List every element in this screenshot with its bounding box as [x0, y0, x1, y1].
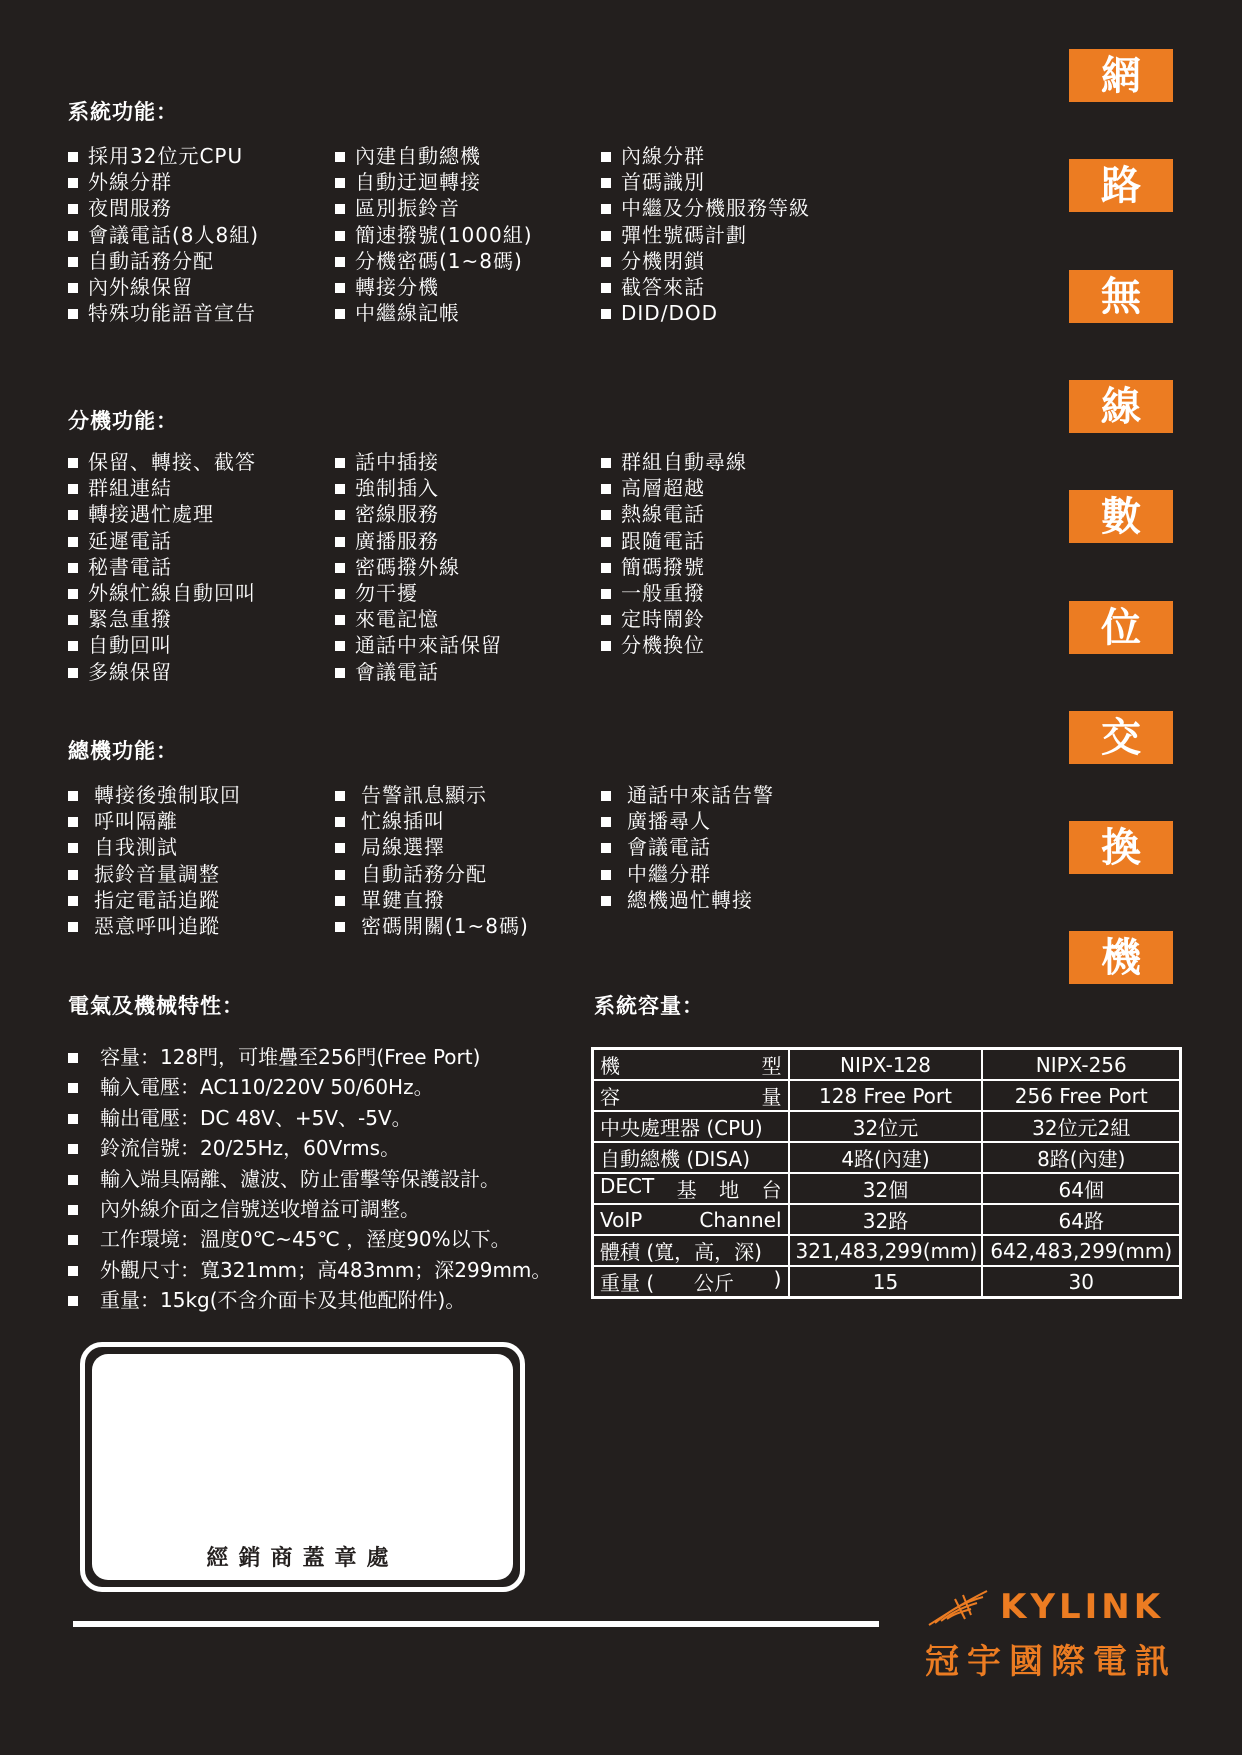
- row-label: [593, 1266, 789, 1298]
- list-item: 自動話務分配: [68, 248, 259, 274]
- side-title-char: 位: [1069, 601, 1173, 654]
- list-item: 內線分群: [601, 143, 810, 169]
- list-item: 廣播尋人: [601, 808, 774, 834]
- list-item: 延遲電話: [68, 528, 256, 554]
- list-item: 轉接分機: [335, 274, 533, 300]
- side-title-char: 路: [1069, 159, 1173, 212]
- row-label-part: ): [773, 1267, 782, 1291]
- dealer-stamp-label: 經銷商蓋章處: [206, 1545, 399, 1571]
- list-item: 彈性號碼計劃: [601, 222, 810, 248]
- list-item: 跟隨電話: [601, 528, 747, 554]
- row-label-part: 量: [761, 1085, 782, 1109]
- list-item: 採用32位元CPU: [68, 143, 259, 169]
- side-title-char: 交: [1069, 711, 1173, 764]
- row-label-part: 型: [761, 1054, 782, 1078]
- list-item: 群組連結: [68, 475, 256, 501]
- row-label: [593, 1173, 789, 1204]
- cell-nipx-256: 32位元2組: [982, 1111, 1180, 1142]
- list-item: 總機過忙轉接: [601, 887, 774, 913]
- list-item: 外線分群: [68, 169, 259, 195]
- list-item: 中繼線記帳: [335, 300, 533, 326]
- cell-nipx-256: 64個: [982, 1173, 1180, 1204]
- list-item: 振鈴音量調整: [68, 861, 241, 887]
- row-label: [593, 1142, 789, 1173]
- table-row: [593, 1235, 1181, 1266]
- electrical-heading: 電氣及機械特性：: [68, 993, 244, 1018]
- list-item: 告警訊息顯示: [335, 782, 529, 808]
- side-title-char: 線: [1069, 380, 1173, 433]
- list-item: 強制插入: [335, 475, 502, 501]
- list-item: 會議電話: [335, 659, 502, 685]
- extension-features-col1: [68, 449, 256, 685]
- row-label: [593, 1111, 789, 1142]
- list-item: 輸入端具隔離、濾波、防止雷擊等保護設計。: [68, 1164, 551, 1194]
- list-item: 保留、轉接、截答: [68, 449, 256, 475]
- row-label-part: 重量 (: [600, 1271, 655, 1295]
- extension-features-col2: [335, 449, 502, 685]
- list-item: 轉接遇忙處理: [68, 501, 256, 527]
- cell-nipx-128: 32路: [789, 1204, 983, 1235]
- system-features-col1: [68, 143, 259, 326]
- cell-nipx-256: NIPX-256: [982, 1049, 1180, 1081]
- cell-nipx-256: 64路: [982, 1204, 1180, 1235]
- side-title-char: 無: [1069, 270, 1173, 323]
- list-item: 惡意呼叫追蹤: [68, 913, 241, 939]
- list-item: 簡碼撥號: [601, 554, 747, 580]
- row-label-part: 公斤: [693, 1271, 734, 1295]
- list-item: 勿干擾: [335, 580, 502, 606]
- list-item: 簡速撥號(1000組): [335, 222, 533, 248]
- cell-nipx-128: 32個: [789, 1173, 983, 1204]
- system-features-heading: 系統功能：: [68, 99, 178, 124]
- list-item: 輸入電壓：AC110/220V 50/60Hz。: [68, 1072, 551, 1102]
- list-item: 一般重撥: [601, 580, 747, 606]
- list-item: 內外線保留: [68, 274, 259, 300]
- list-item: 密碼撥外線: [335, 554, 502, 580]
- side-title-char: 網: [1069, 49, 1173, 102]
- row-label-part: Channel: [699, 1207, 782, 1232]
- list-item: 熱線電話: [601, 501, 747, 527]
- operator-features-heading: 總機功能：: [68, 738, 178, 763]
- list-item: 緊急重撥: [68, 606, 256, 632]
- list-item: 外線忙線自動回叫: [68, 580, 256, 606]
- list-item: 指定電話追蹤: [68, 887, 241, 913]
- row-label-part: 體積 (寬，高，深): [600, 1240, 762, 1264]
- row-label-part: 台: [761, 1178, 782, 1202]
- list-item: 高層超越: [601, 475, 747, 501]
- table-row: [593, 1111, 1181, 1142]
- list-item: 群組自動尋線: [601, 449, 747, 475]
- list-item: 忙線插叫: [335, 808, 529, 834]
- list-item: 輸出電壓：DC 48V、+5V、-5V。: [68, 1103, 551, 1133]
- footer-rule: [73, 1621, 879, 1627]
- row-label-part: 基: [676, 1178, 697, 1202]
- table-row: [593, 1049, 1181, 1081]
- capacity-table: [591, 1047, 1182, 1299]
- row-label-part: 自動總機 (DISA): [600, 1147, 751, 1171]
- list-item: 容量：128門，可堆疊至256門(Free Port): [68, 1042, 551, 1072]
- cell-nipx-128: 4路(內建): [789, 1142, 983, 1173]
- list-item: 特殊功能語音宣告: [68, 300, 259, 326]
- list-item: 通話中來話告警: [601, 782, 774, 808]
- table-row: [593, 1142, 1181, 1173]
- list-item: 重量：15kg(不含介面卡及其他配附件)。: [68, 1285, 551, 1315]
- cell-nipx-256: 642,483,299(mm): [982, 1235, 1180, 1266]
- cell-nipx-128: 15: [789, 1266, 983, 1298]
- list-item: 呼叫隔離: [68, 808, 241, 834]
- table-row: [593, 1080, 1181, 1111]
- row-label-part: DECT: [600, 1174, 655, 1198]
- row-label-part: VoIP: [600, 1207, 643, 1232]
- side-title-char: 換: [1069, 821, 1173, 874]
- row-label: [593, 1235, 789, 1266]
- brand-company-name: 冠宇國際電訊: [925, 1642, 1177, 1682]
- operator-features-col2: [335, 782, 529, 939]
- list-item: 鈴流信號：20/25Hz，60Vrms。: [68, 1133, 551, 1163]
- list-item: DID/DOD: [601, 300, 810, 326]
- list-item: 局線選擇: [335, 834, 529, 860]
- list-item: 外觀尺寸：寬321mm；高483mm；深299mm。: [68, 1255, 551, 1285]
- list-item: 自動回叫: [68, 632, 256, 658]
- cell-nipx-256: 30: [982, 1266, 1180, 1298]
- list-item: 分機密碼(1~8碼): [335, 248, 533, 274]
- extension-features-col3: [601, 449, 747, 659]
- side-title-char: 機: [1069, 931, 1173, 984]
- list-item: 內建自動總機: [335, 143, 533, 169]
- list-item: 自動迂迴轉接: [335, 169, 533, 195]
- table-row: [593, 1266, 1181, 1298]
- list-item: 自我測試: [68, 834, 241, 860]
- list-item: 定時鬧鈴: [601, 606, 747, 632]
- cell-nipx-128: 128 Free Port: [789, 1080, 983, 1111]
- row-label-part: 容: [600, 1085, 620, 1109]
- list-item: 轉接後強制取回: [68, 782, 241, 808]
- side-title-char: 數: [1069, 490, 1173, 543]
- brand-logo-text: KYLINK: [1000, 1587, 1165, 1627]
- list-item: 秘書電話: [68, 554, 256, 580]
- list-item: 密碼開關(1~8碼): [335, 913, 529, 939]
- row-label: [593, 1204, 789, 1235]
- dealer-stamp-box: [80, 1342, 525, 1592]
- list-item: 區別振鈴音: [335, 195, 533, 221]
- cell-nipx-128: NIPX-128: [789, 1049, 983, 1081]
- list-item: 話中插接: [335, 449, 502, 475]
- list-item: 多線保留: [68, 659, 256, 685]
- list-item: 密線服務: [335, 501, 502, 527]
- list-item: 通話中來話保留: [335, 632, 502, 658]
- list-item: 中繼及分機服務等級: [601, 195, 810, 221]
- cell-nipx-128: 32位元: [789, 1111, 983, 1142]
- list-item: 工作環境：溫度0℃~45℃ ，溼度90%以下。: [68, 1224, 551, 1254]
- cell-nipx-256: 256 Free Port: [982, 1080, 1180, 1111]
- list-item: 首碼識別: [601, 169, 810, 195]
- row-label-part: 中央處理器 (CPU): [600, 1116, 763, 1140]
- cell-nipx-256: 8路(內建): [982, 1142, 1180, 1173]
- row-label: [593, 1080, 789, 1111]
- operator-features-col1: [68, 782, 241, 939]
- cell-nipx-128: 321,483,299(mm): [789, 1235, 983, 1266]
- operator-features-col3: [601, 782, 774, 913]
- table-row: [593, 1173, 1181, 1204]
- row-label-part: 機: [600, 1054, 620, 1078]
- list-item: 內外線介面之信號送收增益可調整。: [68, 1194, 551, 1224]
- list-item: 單鍵直撥: [335, 887, 529, 913]
- electrical-list: [68, 1042, 551, 1316]
- system-features-col2: [335, 143, 533, 326]
- capacity-heading: 系統容量：: [594, 993, 704, 1018]
- list-item: 廣播服務: [335, 528, 502, 554]
- system-features-col3: [601, 143, 810, 326]
- list-item: 截答來話: [601, 274, 810, 300]
- list-item: 分機閉鎖: [601, 248, 810, 274]
- list-item: 分機換位: [601, 632, 747, 658]
- row-label: [593, 1049, 789, 1081]
- list-item: 來電記憶: [335, 606, 502, 632]
- list-item: 會議電話(8人8組): [68, 222, 259, 248]
- row-label-part: 地: [719, 1178, 740, 1202]
- extension-features-heading: 分機功能：: [68, 408, 178, 433]
- list-item: 夜間服務: [68, 195, 259, 221]
- list-item: 會議電話: [601, 834, 774, 860]
- list-item: 中繼分群: [601, 861, 774, 887]
- table-row: [593, 1204, 1181, 1235]
- brand-wing-icon: [925, 1585, 995, 1629]
- list-item: 自動話務分配: [335, 861, 529, 887]
